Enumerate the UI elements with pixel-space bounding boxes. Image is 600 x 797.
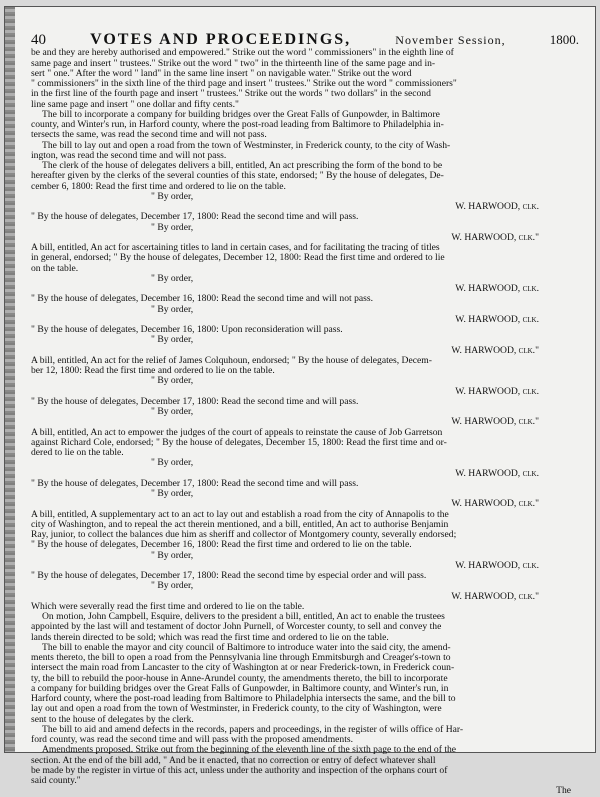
text-line: " By order, (151, 272, 194, 284)
text-line: " By order, (151, 406, 194, 417)
text-line: dered to lie on the table. (31, 447, 124, 458)
page-binding-edge (5, 7, 15, 752)
text-line: W. HARWOOD, clk." (451, 498, 539, 510)
text-line: " By order, (151, 303, 194, 315)
text-line: " By the house of delegates, December 16, 1800: Read the second time and will not pass. (31, 293, 374, 305)
text-line: Ray, junior, to collect the balances due him as sheriff and collector of Montgomery county, severally endorsed; (31, 529, 457, 540)
text-line: W. HARWOOD, clk." (451, 231, 539, 243)
text-line: W. HARWOOD, clk. (455, 313, 539, 325)
text-line: The clerk of the house of delegates delivers a bill, entitled, An act prescribing the form of the bond to be (42, 160, 443, 171)
body-text (31, 48, 579, 786)
text-line: W. HARWOOD, clk. (455, 201, 539, 212)
text-line: ington, was read the second time and will not pass. (31, 149, 227, 161)
text-line: a company for building bridges over the Great Falls of Gunpowder, in Baltimore county, and Winter's run, in (31, 682, 449, 694)
text-line: " commissioners" in the sixth line of the third page and insert " trustees." Strike out the word " commissioners" (31, 78, 457, 89)
text-line: " By order, (151, 334, 194, 346)
text-line: said county." (31, 775, 81, 786)
text-line: " By order, (151, 549, 194, 561)
text-line: ty, the bill to rebuild the poor-house in Anne-Arundel county, the amendments thereto, the bill to incorporate (31, 672, 448, 684)
page-number: 40 (31, 32, 46, 48)
text-line: on the table. (31, 262, 79, 274)
text-line: " By the house of delegates, December 16, 1800: Read the first time and ordered to lie on the table. (31, 539, 412, 551)
text-line: be and they are hereby authorised and empowered." Strike out the word " commissioners" in the eighth line of (31, 47, 454, 59)
text-line: line same page and insert " one dollar and fifty cents." (31, 98, 239, 110)
text-line: sert " one." After the word " land" in the same line insert " on navigable water." Strike out the word (31, 67, 412, 79)
page-title: VOTES AND PROCEEDINGS, (90, 31, 352, 48)
text-line: " By order, (151, 457, 194, 469)
text-line: A bill, entitled, A supplementary act to an act to lay out and establish a road from the city of Annapolis to the (31, 508, 449, 520)
text-line: lands therein directed to be sold; which was read the first time and ordered to lie on the table. (31, 631, 389, 643)
text-line: W. HARWOOD, clk." (451, 590, 539, 602)
text-line: ments thereto, the bill to open a road from the Pennsylvania line through Emmitsburgh and Creager's-town to (31, 652, 451, 663)
text-line: " By the house of delegates, December 17, 1800: Read the second time by especial order and will pass. (31, 570, 427, 581)
text-line: Amendments proposed. Strike out from the beginning of the eleventh line of the sixth page to the end of the (42, 744, 457, 756)
text-line: On motion, John Campbell, Esquire, delivers to the president a bill, entitled, An act to enable the trustees (42, 611, 445, 622)
text-line: " By order, (151, 221, 194, 233)
text-line: hereafter given by the clerks of the several counties of this state, endorsed; " By the house of delegates, De- (31, 170, 444, 182)
text-line: tersects the same, was read the second time and will not pass. (31, 129, 267, 141)
text-line: W. HARWOOD, clk. (455, 467, 539, 479)
text-line: W. HARWOOD, clk. (455, 559, 539, 571)
text-line: lay out and open a road from the town of Westminster, in Frederick county, to the city of Washington, were (31, 703, 442, 715)
text-line: " By order, (151, 580, 194, 592)
text-line: The bill to aid and amend defects in the records, papers and proceedings, in the register of wills office of Har- (42, 723, 464, 735)
scanned-page-frame (4, 6, 596, 797)
running-header (31, 31, 579, 48)
text-line: " By order, (151, 190, 194, 202)
text-line: A bill, entitled, An act to empower the judges of the court of appeals to reinstate the cause of Job Garretson (31, 426, 443, 438)
text-line: same page and insert " trustees." Strike out the word " two" in the thirteenth line of the same page and in- (31, 57, 436, 69)
text-line: The bill to incorporate a company for building bridges over the Great Falls of Gunpowder, in Baltimore (42, 108, 440, 120)
text-line: " By the house of delegates, December 17, 1800: Read the second time and will pass. (31, 211, 359, 223)
text-line: ford county, was read the second time and will pass with the proposed amendments. (31, 734, 354, 745)
text-line: " By the house of delegates, December 17, 1800: Read the second time and will pass. (31, 395, 359, 407)
text-line: W. HARWOOD, clk. (455, 283, 539, 294)
text-line: sent to the house of delegates by the clerk. (31, 713, 194, 725)
text-line: " By order, (151, 375, 194, 387)
document-page (31, 31, 579, 797)
text-line: The bill to enable the mayor and city council of Baltimore to introduce water into the said city, the amend- (42, 641, 451, 653)
text-line: Harford county, where the post-road leading from Baltimore to Philadelphia intersects the same, and the bill to (31, 693, 456, 704)
text-line: county, and Winter's run, in Harford county, where the post-road leading from Baltimore to Philadelphia in- (31, 119, 444, 130)
text-line: " By the house of delegates, December 17, 1800: Read the second time and will pass. (31, 477, 359, 489)
text-line: city of Washington, and to repeal the act therein mentioned, and a bill, entitled, An act to authorise Benjamin (31, 518, 449, 530)
text-line: W. HARWOOD, clk." (451, 344, 539, 356)
text-line: appointed by the last will and testament of doctor John Purnell, of Worcester county, to sell and convey the (31, 621, 442, 633)
session-label: November Session, (395, 33, 506, 47)
text-line: cember 6, 1800: Read the first time and ordered to lie on the table. (31, 180, 286, 192)
text-line: W. HARWOOD, clk." (451, 416, 539, 428)
text-line: The bill to lay out and open a road from the town of Westminster, in Frederick county, to the city of Wash- (42, 139, 451, 151)
text-line: against Richard Cole, endorsed; " By the house of delegates, December 15, 1800: Read the first time and or- (31, 436, 447, 448)
text-line: ber 12, 1800: Read the first time and ordered to lie on the table. (31, 365, 275, 376)
text-line: A bill, entitled, An act for the relief of James Colquhoun, endorsed; " By the house of delegates, Decem- (31, 354, 432, 366)
text-line: W. HARWOOD, clk. (455, 385, 539, 397)
text-line: " By order, (151, 488, 194, 499)
text-line: Which were severally read the first time and ordered to lie on the table. (31, 600, 305, 612)
text-line: A bill, entitled, An act for ascertaining titles to land in certain cases, and for facilitating the tracing of titles (31, 242, 440, 253)
catchword: The (556, 785, 571, 797)
text-line: in the first line of the fourth page and insert " trustees." Strike out the words " two dollars" in the second (31, 88, 431, 100)
text-line: section. At the end of the bill add, " And be it enacted, that no correction or entry of defect whatever shall (31, 754, 436, 766)
text-line: be made by the register in virtue of this act, unless under the authority and inspection of the orphans court of (31, 764, 448, 776)
text-line: " By the house of delegates, December 16, 1800: Upon reconsideration will pass. (31, 324, 343, 335)
year-label: 1800. (549, 32, 579, 47)
text-line: in general, endorsed; " By the house of delegates, December 12, 1800: Read the first time and ordered to lie (31, 252, 445, 264)
text-line: intersect the main road from Lancaster to the city of Washington at or near Frederick-town, in Frederick coun- (31, 662, 455, 674)
